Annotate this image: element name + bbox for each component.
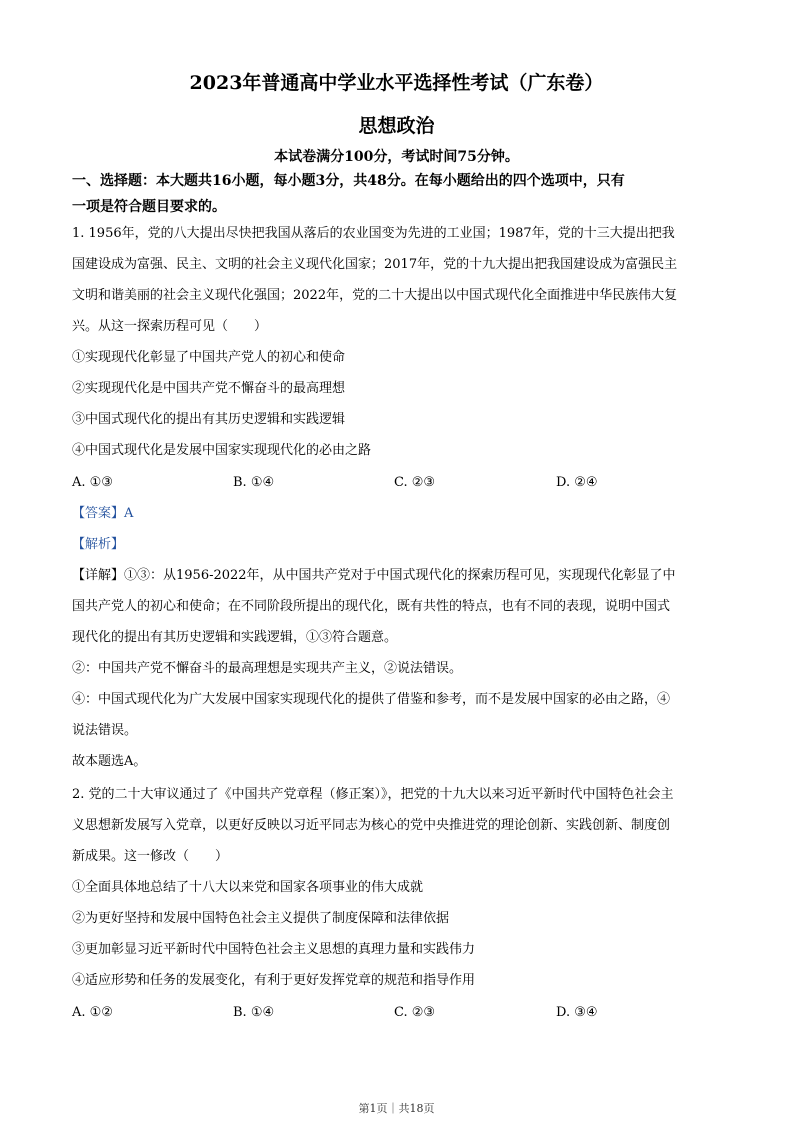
q1-stem-line: 1. 1956年，党的八大提出尽快把我国从落后的农业国变为先进的工业国；1987年，党的十三大提出把我 [72,226,675,241]
q1-option-d: D. ②④ [556,475,598,490]
page-footer: 第1页｜共18页 [358,1102,435,1115]
q1-detail-line: 国共产党人的初心和使命；在不同阶段所提出的现代化，既有共性的特点，也有不同的表现，说明中国式 [72,599,671,614]
q1-statement: ②实现现代化是中国共产党不懈奋斗的最高理想 [72,381,346,396]
q1-statement: ④中国式现代化是发展中国家实现现代化的必由之路 [72,443,372,458]
q1-detail-line: ④：中国式现代化为广大发展中国家实现现代化的提供了借鉴和参考，而不是发展中国家的必由之路，④ [72,692,671,707]
section-heading-line-2: 一项是符合题目要求的。 [72,199,226,215]
q1-option-b: B. ①④ [233,475,275,490]
q1-analysis-label: 【解析】 [72,537,125,552]
q2-option-b: B. ①④ [233,1005,275,1020]
q1-detail-line: 说法错误。 [72,723,138,738]
q1-statement: ③中国式现代化的提出有其历史逻辑和实践逻辑 [72,412,346,427]
section-heading-line-1: 一、选择题：本大题共16小题，每小题3分，共48分。在每小题给出的四个选项中，只有 [72,173,625,189]
q2-stem-line: 义思想新发展写入党章，以更好反映以习近平同志为核心的党中央推进党的理论创新、实践创新、制度创 [72,818,671,833]
q1-statement: ①实现现代化彰显了中国共产党人的初心和使命 [72,350,346,365]
q1-stem-line: 兴。从这一探索历程可见（ ） [72,319,268,334]
q1-answer: 【答案】A [72,506,134,521]
q2-statement: ①全面具体地总结了十八大以来党和国家各项事业的伟大成就 [72,880,424,895]
q2-statement: ④适应形势和任务的发展变化，有利于更好发挥党章的规范和指导作用 [72,973,476,988]
q2-option-d: D. ③④ [556,1005,598,1020]
q2-option-a: A. ①② [72,1005,113,1020]
exam-info: 本试卷满分100分，考试时间75分钟。 [274,149,519,165]
q2-option-c: C. ②③ [394,1005,436,1020]
q1-stem-line: 国建设成为富强、民主、文明的社会主义现代化国家；2017年，党的十九大提出把我国建设成为富强民主 [72,257,678,272]
q1-detail-line: 【详解】①③：从1956-2022年，从中国共产党对于中国式现代化的探索历程可见，实现现代化彰显了中 [72,568,676,583]
q2-stem-line: 新成果。这一修改（ ） [72,849,229,864]
q1-option-a: A. ①③ [72,475,113,490]
q1-option-c: C. ②③ [394,475,436,490]
q1-detail-line: 现代化的提出有其历史逻辑和实践逻辑，①③符合题意。 [72,630,398,645]
q2-statement: ③更加彰显习近平新时代中国特色社会主义思想的真理力量和实践伟力 [72,942,476,957]
q1-detail-line: ②：中国共产党不懈奋斗的最高理想是实现共产主义，②说法错误。 [72,661,463,676]
q1-detail-line: 故本题选A。 [72,754,147,769]
q2-statement: ②为更好坚持和发展中国特色社会主义提供了制度保障和法律依据 [72,911,450,926]
exam-title: 2023年普通高中学业水平选择性考试（广东卷） [189,72,604,94]
q2-stem-line: 2. 党的二十大审议通过了《中国共产党章程（修正案）》，把党的十九大以来习近平新时代中国特色社会主 [72,787,674,802]
q1-stem-line: 文明和谐美丽的社会主义现代化强国；2022年，党的二十大提出以中国式现代化全面推进中华民族伟大复 [72,288,678,303]
subject-title: 思想政治 [358,115,435,137]
